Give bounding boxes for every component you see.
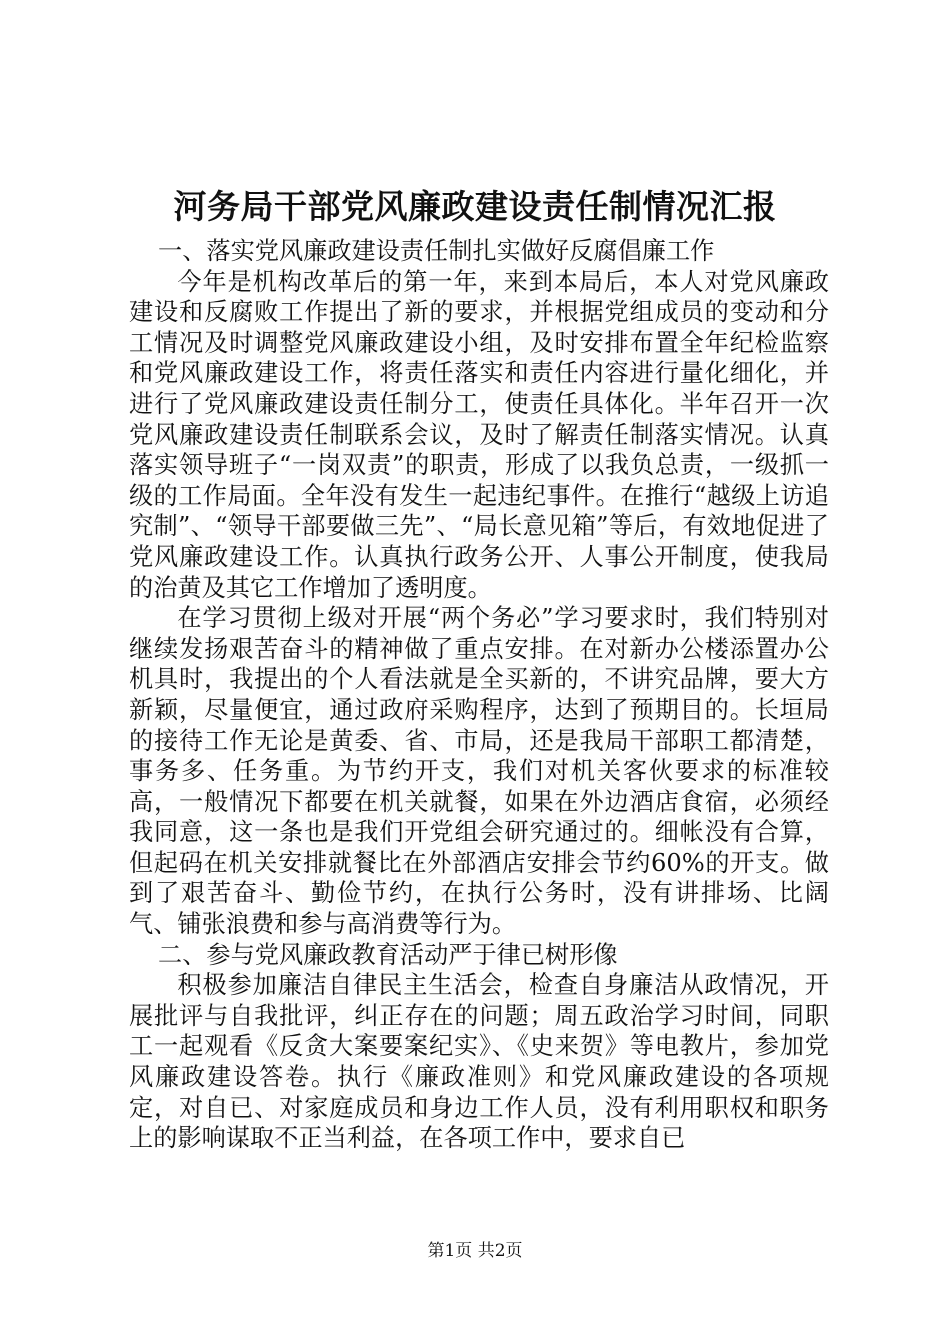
section-heading-2: 二、参与党风廉政教育活动严于律已树形像 (158, 940, 618, 969)
body-paragraph-3: 积极参加廉洁自律民主生活会，检查自身廉洁从政情况，开展批评与自我批评，纠正存在的问题；周五政治学习时间，同职工一起观看《反贪大案要案纪实》、《史来贺》等电教片，参加党风廉政建设答卷。执行《廉政准则》和党风廉政建设的各项规定，对自已、对家庭成员和身边工作人员，没有利用职权和职务上的影响谋取不正当利益，在各项工作中，要求自已 (129, 971, 829, 1153)
document-title: 河务局干部党风廉政建设责任制情况汇报 (173, 187, 777, 226)
page-number-footer: 第1页 共2页 (427, 1241, 523, 1261)
body-paragraph-2: 在学习贯彻上级对开展“两个务必”学习要求时，我们特别对继续发扬艰苦奋斗的精神做了重点安排。在对新办公楼添置办公机具时，我提出的个人看法就是全买新的，不讲究品牌，要大方新颖，尽量便宜，通过政府采购程序，达到了预期目的。长垣局的接待工作无论是黄委、省、市局，还是我局干部职工都清楚，事务多、任务重。为节约开支，我们对机关客伙要求的标准较高，一般情况下都要在机关就餐，如果在外边酒店食宿，必须经我同意，这一条也是我们开党组会研究通过的。细帐没有合算，但起码在机关安排就餐比在外部酒店安排会节约60%的开支。做到了艰苦奋斗、勤俭节约，在执行公务时，没有讲排场、比阔气、铺张浪费和参与高消费等行为。 (129, 604, 829, 939)
body-paragraph-1: 今年是机构改革后的第一年，来到本局后，本人对党风廉政建设和反腐败工作提出了新的要求，并根据党组成员的变动和分工情况及时调整党风廉政建设小组，及时安排布置全年纪检监察和党风廉政建设工作，将责任落实和责任内容进行量化细化，并进行了党风廉政建设责任制分工，使责任具体化。半年召开一次党风廉政建设责任制联系会议，及时了解责任制落实情况。认真落实领导班子“一岗双责”的职责，形成了以我负总责，一级抓一级的工作局面。全年没有发生一起违纪事件。在推行“越级上访追究制”、“领导干部要做三先”、“局长意见箱”等后，有效地促进了党风廉政建设工作。认真执行政务公开、人事公开制度，使我局的治黄及其它工作增加了透明度。 (129, 267, 829, 602)
document-body (129, 236, 829, 1154)
section-heading-1: 一、落实党风廉政建设责任制扎实做好反腐倡廉工作 (158, 237, 715, 265)
